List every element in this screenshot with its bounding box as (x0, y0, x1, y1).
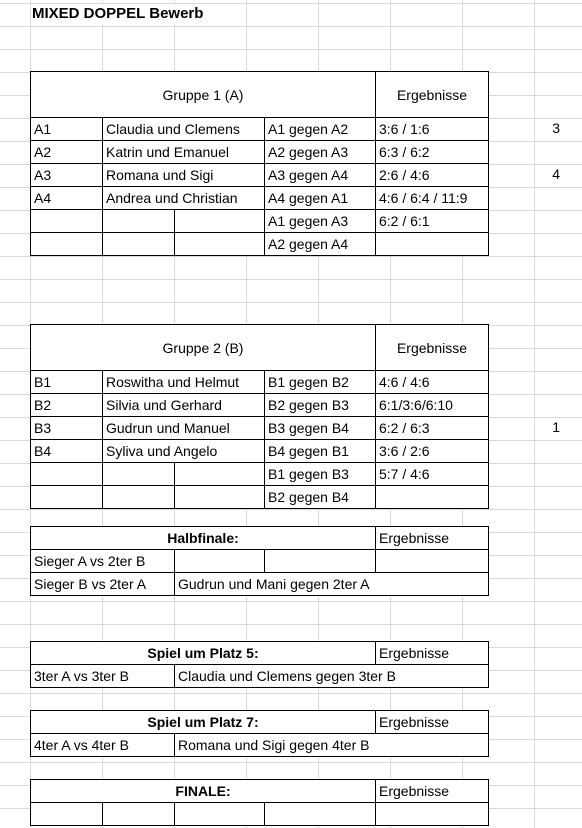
group2-row-match[interactable]: B1 gegen B2 (264, 370, 376, 394)
group1-row-result[interactable]: 3:6 / 1:6 (375, 117, 489, 141)
group1-row-empty-cell[interactable] (30, 209, 103, 233)
group1-row-id[interactable]: A1 (30, 117, 103, 141)
group2-row-team[interactable]: Gudrun und Manuel (102, 416, 265, 440)
group2-row-result[interactable]: 6:1/3:6/6:10 (375, 393, 489, 417)
halbfinale-results-header[interactable]: Ergebnisse (375, 526, 489, 550)
group1-row-team[interactable]: Romana und Sigi (102, 163, 265, 187)
group2-results-header[interactable]: Ergebnisse (375, 324, 489, 371)
group2-row-result[interactable]: 5:7 / 4:6 (375, 462, 489, 486)
group1-row-match[interactable]: A2 gegen A3 (264, 140, 376, 164)
group1-row-result[interactable] (375, 232, 489, 256)
platz7-label[interactable]: 4ter A vs 4ter B (30, 733, 175, 757)
group2-row-empty-cell[interactable] (102, 485, 175, 509)
halbfinale-row1-result[interactable] (375, 549, 489, 573)
group2-row-empty-cell[interactable] (30, 462, 103, 486)
group1-row-id[interactable]: A2 (30, 140, 103, 164)
halbfinale-row1-label[interactable]: Sieger A vs 2ter B (30, 549, 175, 573)
group2-row-team[interactable]: Silvia und Gerhard (102, 393, 265, 417)
group1-row-empty-cell[interactable] (174, 209, 265, 233)
group1-row-team[interactable]: Katrin und Emanuel (102, 140, 265, 164)
halbfinale-header[interactable]: Halbfinale: (30, 526, 376, 550)
group2-row-match[interactable]: B3 gegen B4 (264, 416, 376, 440)
group1-side-value[interactable]: 3 (552, 120, 560, 136)
group1-row-result[interactable]: 4:6 / 6:4 / 11:9 (375, 186, 489, 210)
halbfinale-row1-cell[interactable] (264, 549, 376, 573)
group1-row-empty-cell[interactable] (102, 232, 175, 256)
group2-row-result[interactable]: 4:6 / 4:6 (375, 370, 489, 394)
finale-results-header[interactable]: Ergebnisse (375, 779, 489, 803)
halbfinale-row1-cell[interactable] (174, 549, 265, 573)
group1-row-result[interactable]: 6:2 / 6:1 (375, 209, 489, 233)
group1-row-result[interactable]: 2:6 / 4:6 (375, 163, 489, 187)
platz5-text[interactable]: Claudia und Clemens gegen 3ter B (174, 664, 489, 688)
group2-row-team[interactable]: Roswitha und Helmut (102, 370, 265, 394)
group1-row-id[interactable]: A4 (30, 186, 103, 210)
group2-row-id[interactable]: B3 (30, 416, 103, 440)
platz7-text[interactable]: Romana und Sigi gegen 4ter B (174, 733, 489, 757)
group2-row-match[interactable]: B1 gegen B3 (264, 462, 376, 486)
group1-side-value[interactable]: 4 (552, 166, 560, 182)
halbfinale-row2-label[interactable]: Sieger B vs 2ter A (30, 572, 175, 596)
group2-row-empty-cell[interactable] (174, 462, 265, 486)
finale-cell[interactable] (102, 802, 175, 826)
group1-results-header[interactable]: Ergebnisse (375, 71, 489, 118)
group1-row-empty-cell[interactable] (30, 232, 103, 256)
group2-row-empty-cell[interactable] (102, 462, 175, 486)
group1-row-empty-cell[interactable] (102, 209, 175, 233)
group2-row-empty-cell[interactable] (174, 485, 265, 509)
group2-row-match[interactable]: B4 gegen B1 (264, 439, 376, 463)
group2-row-result[interactable]: 3:6 / 2:6 (375, 439, 489, 463)
group1-row-match[interactable]: A1 gegen A3 (264, 209, 376, 233)
finale-cell[interactable] (264, 802, 376, 826)
group2-row-id[interactable]: B1 (30, 370, 103, 394)
platz5-results-header[interactable]: Ergebnisse (375, 641, 489, 665)
platz5-label[interactable]: 3ter A vs 3ter B (30, 664, 175, 688)
halbfinale-row2-text[interactable]: Gudrun und Mani gegen 2ter A (174, 572, 489, 596)
group2-row-id[interactable]: B4 (30, 439, 103, 463)
group1-row-match[interactable]: A2 gegen A4 (264, 232, 376, 256)
group2-row-id[interactable]: B2 (30, 393, 103, 417)
group2-side-value[interactable]: 1 (552, 419, 560, 435)
group1-row-match[interactable]: A4 gegen A1 (264, 186, 376, 210)
group2-row-result[interactable]: 6:2 / 6:3 (375, 416, 489, 440)
finale-header[interactable]: FINALE: (30, 779, 376, 803)
group2-row-result[interactable] (375, 485, 489, 509)
group1-row-team[interactable]: Andrea und Christian (102, 186, 265, 210)
platz7-results-header[interactable]: Ergebnisse (375, 710, 489, 734)
finale-cell[interactable] (30, 802, 103, 826)
finale-result-cell[interactable] (375, 802, 489, 826)
group1-header[interactable]: Gruppe 1 (A) (30, 71, 376, 118)
group2-row-team[interactable]: Syliva und Angelo (102, 439, 265, 463)
platz5-header[interactable]: Spiel um Platz 5: (30, 641, 376, 665)
group1-row-team[interactable]: Claudia und Clemens (102, 117, 265, 141)
group1-row-id[interactable]: A3 (30, 163, 103, 187)
platz7-header[interactable]: Spiel um Platz 7: (30, 710, 376, 734)
sheet-title: MIXED DOPPEL Bewerb (32, 4, 207, 24)
finale-cell[interactable] (174, 802, 265, 826)
group1-row-empty-cell[interactable] (174, 232, 265, 256)
group2-row-match[interactable]: B2 gegen B4 (264, 485, 376, 509)
group1-row-match[interactable]: A3 gegen A4 (264, 163, 376, 187)
group1-row-result[interactable]: 6:3 / 6:2 (375, 140, 489, 164)
group1-row-match[interactable]: A1 gegen A2 (264, 117, 376, 141)
group2-row-empty-cell[interactable] (30, 485, 103, 509)
group2-row-match[interactable]: B2 gegen B3 (264, 393, 376, 417)
group2-header[interactable]: Gruppe 2 (B) (30, 324, 376, 371)
